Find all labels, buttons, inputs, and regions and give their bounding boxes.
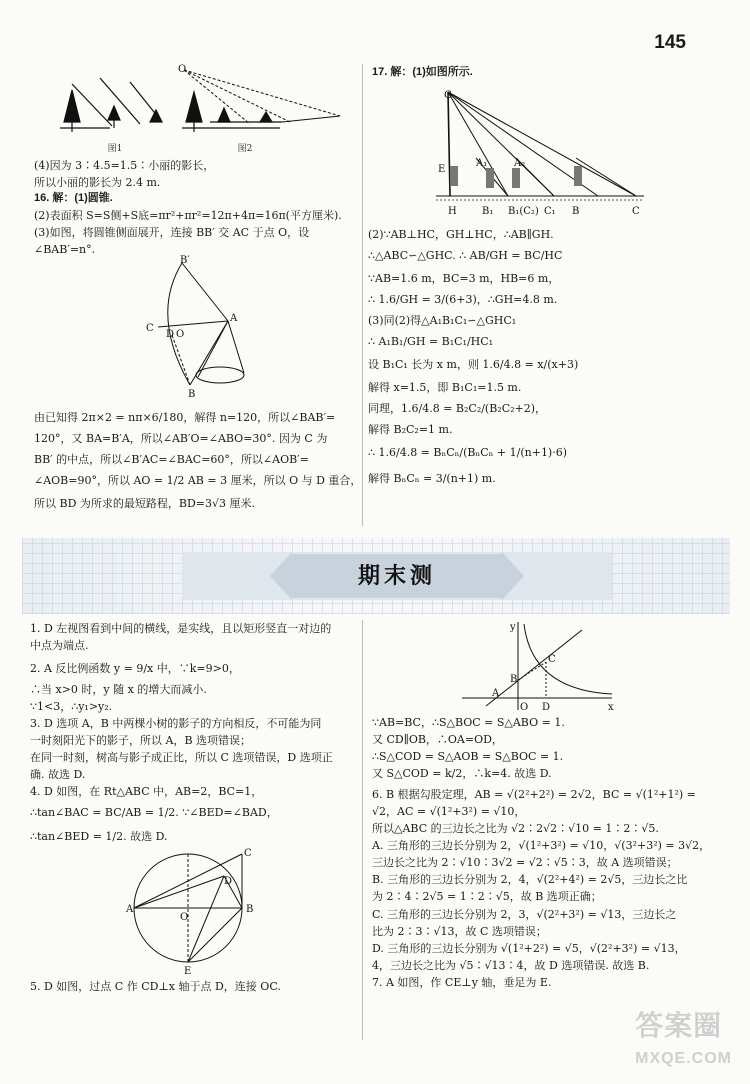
text-line: 1. D 左视图看到中间的横线，是实线，且以矩形竖直一对边的 — [30, 622, 332, 635]
figure-caption-2: 图2 — [237, 144, 253, 154]
text-line: A. 三角形的三边长分别为 2，√(1²+3²) = √10，√(3²+3²) = 3√2， — [372, 839, 711, 853]
text-line: 解得 x=1.5，即 B₁C₁=1.5 m. — [368, 381, 522, 395]
text-line: 4. D 如图，在 Rt△ABC 中，AB=2，BC=1， — [30, 785, 263, 799]
lamp-label: C₁ — [544, 206, 556, 217]
figure-label-o: O — [178, 64, 187, 75]
text-line: 由已知得 2π×2 = nπ×6/180，解得 n=120，所以∠BAB′= — [34, 411, 336, 424]
graph-label: y — [510, 622, 516, 633]
text-line: 中点为端点. — [30, 639, 89, 653]
text-line: B. 三角形的三边长分别为 2，4，√(2²+4²) = 2√5，三边长之比 — [372, 873, 688, 887]
banner-decoration — [270, 552, 292, 600]
text-line: ∠BAB′=n°. — [34, 243, 96, 257]
answer-q17-solution — [368, 226, 698, 487]
text-line: D. 三角形的三边长分别为 √(1²+2²) = √5，√(2²+3²) = √13， — [372, 941, 686, 955]
circle-label: D — [224, 876, 233, 887]
text-line: 三边长之比为 2∶√10∶3√2 = √2∶√5∶3，故 A 选项错误； — [372, 856, 678, 870]
answers-left-column-end — [30, 978, 360, 995]
text-line: ∴ 1.6/4.8 = BₙCₙ/(BₙCₙ + 1/(n+1)·6) — [368, 446, 568, 460]
text-line: 6. B 根据勾股定理，AB = √(2²+2²) = 2√2，BC = √(1²+1²) = — [372, 788, 696, 802]
circle-label: O — [180, 912, 189, 923]
text-line: 7. A 如图，作 CE⊥y 轴，垂足为 E. — [372, 975, 552, 989]
text-line: BB′ 的中点，所以∠B′AC=∠BAC=60°，所以∠AOB′= — [34, 453, 309, 467]
text-line: 一时刻阳光下的影子，所以 A，B 选项错误； — [30, 734, 252, 748]
text-line: 为 2∶4∶2√5 = 1∶2∶√5，故 B 选项正确； — [372, 890, 602, 904]
cone-diagram — [140, 255, 260, 405]
text-line: ∵AB=1.6 m，BC=3 m，HB=6 m， — [368, 272, 560, 286]
text-line: ∴当 x>0 时，y 随 x 的增大而减小. — [30, 683, 207, 697]
answer-q16 — [34, 190, 356, 258]
text-line: ∴△ABC∽△GHC. ∴ AB/GH = BC/HC — [368, 249, 563, 263]
text-line: 所以 BD 为所求的最短路程，BD=3√3 厘米. — [34, 497, 256, 511]
text-line: 120°，又 BA=B′A，所以∠AB′O=∠ABO=30°. 因为 C 为 — [34, 432, 328, 446]
answers-right-column — [372, 714, 712, 991]
answer-q15-tail — [34, 157, 354, 191]
text-line: (3)如图，将圆锥侧面展开，连接 BB′ 交 AC 于点 O，设 — [34, 226, 310, 240]
column-divider — [362, 64, 363, 526]
graph-label: x — [608, 702, 614, 712]
answer-q16-solution — [34, 409, 362, 512]
graph-label: D — [542, 702, 551, 712]
text-line: ∴tan∠BAC = BC/AB = 1/2. ∵∠BED=∠BAD， — [30, 806, 278, 820]
page-number: 145 — [654, 32, 686, 53]
text-line: ∵AB=BC，∴S△BOC = S△ABO = 1. — [372, 716, 565, 729]
watermark-text: 答案圈 — [635, 1009, 723, 1041]
hyperbola-graph — [462, 620, 622, 712]
column-divider — [362, 620, 363, 1040]
circle-label: E — [184, 966, 192, 976]
text-line: 又 S△COD = k/2，∴k=4. 故选 D. — [372, 767, 552, 781]
graph-label: C — [548, 654, 556, 665]
text-line: 3. D 选项 A，B 中两棵小树的影子的方向相反，不可能为同 — [30, 717, 322, 731]
text-line: ∴S△COD = S△AOB = S△BOC = 1. — [372, 750, 564, 764]
graph-label: B — [510, 674, 518, 685]
text-line: 所以小丽的影长为 2.4 m. — [34, 176, 161, 190]
cone-label: O — [176, 329, 185, 340]
lamp-label: E — [438, 164, 446, 175]
text-line: 所以△ABC 的三边长之比为 √2∶2√2∶√10 = 1∶2∶√5. — [372, 822, 659, 836]
text-line: 4，三边长之比为 √5∶√13∶4，故 D 选项错误. 故选 B. — [372, 958, 650, 972]
text-line: 解得 B₂C₂=1 m. — [368, 423, 453, 437]
cone-label: A — [230, 313, 238, 324]
lamp-label: B — [572, 206, 580, 217]
text-line: 解得 BₙCₙ = 3/(n+1) m. — [368, 471, 496, 485]
lamp-label: B₁ — [482, 206, 494, 217]
lamp-label: G — [444, 90, 452, 101]
circle-label: B — [246, 904, 254, 915]
circle-label: C — [244, 848, 252, 859]
answer-q17-head — [372, 64, 692, 81]
lamp-label: B₁(C₂) — [508, 206, 539, 217]
text-line: ∴ 1.6/GH = 3/(6+3)，∴GH=4.8 m. — [368, 293, 558, 307]
cone-label: B — [188, 389, 196, 400]
text-line: ∴ A₁B₁/GH = B₁C₁/HC₁ — [368, 335, 494, 349]
cone-label: B′ — [180, 255, 190, 266]
text-line: 5. D 如图，过点 C 作 CD⊥x 轴于点 D，连接 OC. — [30, 980, 281, 993]
text-line: (2)表面积 S=S侧+S底=πr²+πr²=12π+4π=16π(平方厘米). — [34, 209, 342, 223]
text-line: (4)因为 3∶4.5=1.5∶小丽的影长， — [34, 159, 215, 172]
text-line: ∠AOB=90°，所以 AO = 1/2 AB = 3 厘米，所以 O 与 D 重合， — [34, 474, 362, 488]
question-head: 17. 解：(1)如图所示. — [372, 66, 473, 78]
text-line: (3)同(2)得△A₁B₁C₁∽△GHC₁ — [368, 314, 517, 328]
banner-decoration — [502, 552, 524, 600]
text-line: 比为 2∶3∶√13，故 C 选项错误； — [372, 924, 547, 938]
cone-label: D — [166, 329, 175, 340]
watermark-logo — [635, 1004, 732, 1072]
text-line: ∵1<3，∴y₁>y₂. — [30, 700, 113, 714]
text-line: 同理，1.6/4.8 = B₂C₂/(B₂C₂+2)， — [368, 402, 547, 416]
section-title: 期末测 — [292, 554, 502, 598]
watermark-url: MXQE.COM — [635, 1050, 732, 1068]
text-line: ∴tan∠BED = 1/2. 故选 D. — [30, 829, 168, 843]
text-line: √2，AC = √(1²+3²) = √10， — [372, 805, 526, 819]
text-line: 确. 故选 D. — [30, 768, 86, 782]
question-head: 16. 解：(1)圆锥. — [34, 192, 113, 204]
shadow-figures — [50, 62, 355, 142]
shadow-lamp-diagram — [436, 86, 646, 220]
text-line: 2. A 反比例函数 y = 9/x 中，∵k=9>0， — [30, 662, 240, 676]
lamp-label: A₂ — [514, 158, 526, 169]
circle-diagram — [124, 846, 264, 976]
text-line: 又 CD∥OB，∴OA=OD， — [372, 733, 503, 747]
text-line: (2)∵AB⊥HC，GH⊥HC，∴AB∥GH. — [368, 228, 554, 241]
lamp-label: H — [448, 206, 457, 217]
graph-label: A — [492, 688, 500, 699]
lamp-label: A₁ — [476, 158, 488, 169]
text-line: C. 三角形的三边长分别为 2，3，√(2²+3²) = √13，三边长之 — [372, 907, 677, 921]
answers-left-column — [30, 620, 360, 845]
figure-caption-1: 图1 — [107, 144, 123, 154]
circle-label: A — [126, 904, 134, 915]
lamp-label: C — [632, 206, 640, 217]
text-line: 设 B₁C₁ 长为 x m，则 1.6/4.8 = x/(x+3) — [368, 358, 579, 372]
graph-label: O — [520, 702, 529, 712]
cone-label: C — [146, 323, 154, 334]
text-line: 在同一时刻，树高与影子成正比，所以 C 选项错误，D 选项正 — [30, 751, 333, 765]
section-banner — [22, 538, 730, 614]
